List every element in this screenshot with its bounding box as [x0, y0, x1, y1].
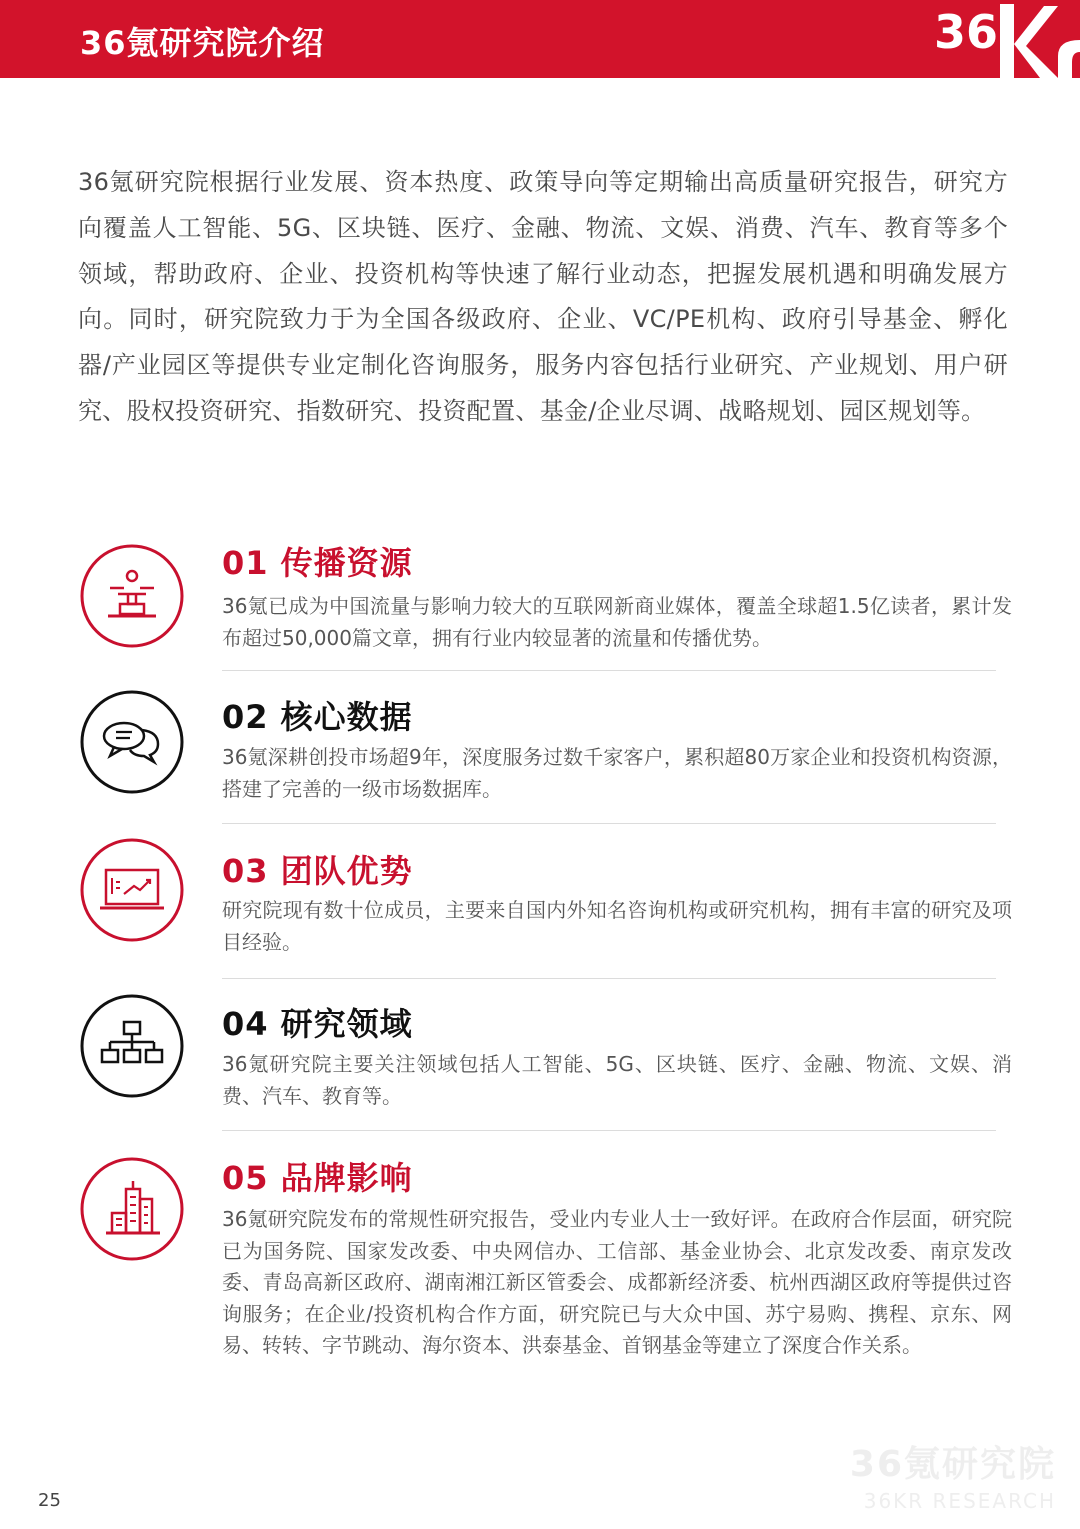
divider	[222, 1130, 996, 1131]
item-description: 36氪深耕创投市场超9年，深度服务过数千家客户，累积超80万家企业和投资机构资源，搭建了完善的一级市场数据库。	[222, 745, 1012, 801]
org-chart-icon	[80, 994, 184, 1098]
svg-text:36: 36	[934, 5, 999, 59]
item-title: 02 核心数据	[222, 698, 413, 736]
divider	[222, 823, 996, 824]
item-description: 36氪已成为中国流量与影响力较大的互联网新商业媒体，覆盖全球超1.5亿读者，累计发布超过50,000篇文章，拥有行业内较显著的流量和传播优势。	[222, 594, 1012, 650]
page-header	[0, 0, 1080, 78]
podium-speaker-icon	[80, 544, 184, 648]
divider	[222, 670, 996, 671]
divider	[222, 978, 996, 979]
item-description: 36氪研究院发布的常规性研究报告，受业内专业人士一致好评。在政府合作层面，研究院已为国务院、国家发改委、中央网信办、工信部、基金业协会、北京发改委、南京发改委、青岛高新区政府、湖南湘江新区管委会、成都新经济委、杭州西湖区政府等提供过咨询服务；在企业/投资机构合作方面，研究院已与大众中国、苏宁易购、携程、京东、网易、转转、字节跳动、海尔资本、洪泰基金、首钢基金等建立了深度合作关系。	[222, 1207, 1012, 1357]
watermark	[850, 1436, 1056, 1513]
page-number: 25	[38, 1490, 61, 1511]
36kr-logo	[930, 0, 1080, 78]
page-title: 36氪研究院介绍	[80, 24, 325, 62]
watermark-cn: 36氪研究院	[849, 1444, 1056, 1485]
item-description: 36氪研究院主要关注领域包括人工智能、5G、区块链、医疗、金融、物流、文娱、消费、汽车、教育等。	[222, 1052, 1012, 1108]
chat-bubbles-icon	[80, 690, 184, 794]
intro-paragraph: 36氪研究院根据行业发展、资本热度、政策导向等定期输出高质量研究报告，研究方向覆盖人工智能、5G、区块链、医疗、金融、物流、文娱、消费、汽车、教育等多个领域，帮助政府、企业、投资机构等快速了解行业动态，把握发展机遇和明确发展方向。同时，研究院致力于为全国各级政府、企业、VC/PE机构、政府引导基金、孵化器/产业园区等提供专业定制化咨询服务，服务内容包括行业研究、产业规划、用户研究、股权投资研究、指数研究、投资配置、基金/企业尽调、战略规划、园区规划等。	[78, 168, 1008, 425]
item-title: 05 品牌影响	[222, 1159, 413, 1197]
item-title: 03 团队优势	[222, 852, 413, 890]
item-description: 研究院现有数十位成员，主要来自国内外知名咨询机构或研究机构，拥有丰富的研究及项目经验。	[222, 898, 1012, 954]
item-title: 01 传播资源	[222, 544, 413, 582]
laptop-chart-icon	[80, 838, 184, 942]
buildings-icon	[80, 1157, 184, 1261]
item-title: 04 研究领域	[222, 1005, 413, 1043]
watermark-en: 36KR RESEARCH	[863, 1489, 1056, 1513]
